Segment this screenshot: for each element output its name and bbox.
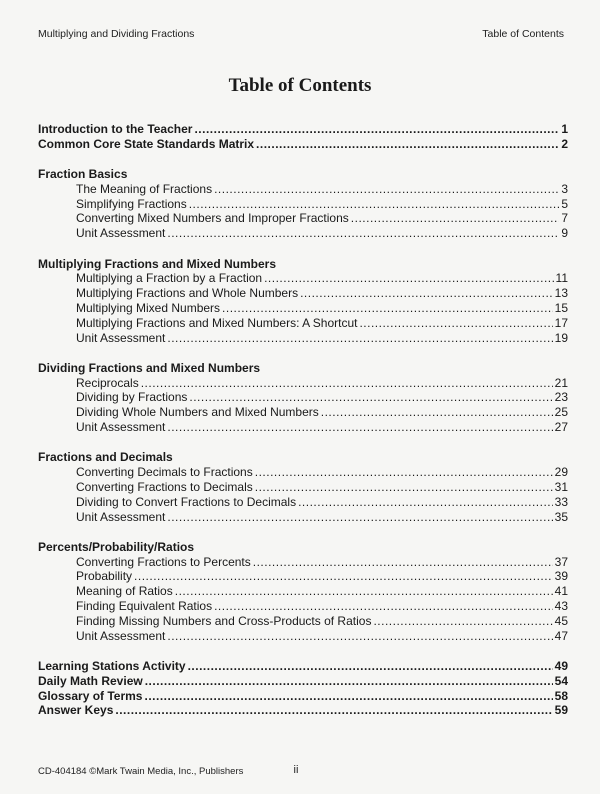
toc-sub-entry	[38, 599, 568, 614]
section-spacer	[38, 345, 568, 361]
toc-entry-page: 29	[554, 465, 568, 480]
dot-leader	[256, 137, 559, 152]
toc-entry-page: 59	[554, 703, 568, 718]
dot-leader	[373, 614, 552, 629]
toc-entry-page: 5	[561, 196, 568, 211]
section-spacer	[38, 643, 568, 659]
toc-entry-page: 54	[554, 673, 568, 688]
section-spacer	[38, 241, 568, 257]
dot-leader	[115, 703, 552, 718]
dot-leader	[214, 599, 553, 614]
dot-leader	[253, 555, 553, 570]
section-spacer	[38, 524, 568, 540]
dot-leader	[255, 465, 553, 480]
dot-leader	[167, 226, 559, 241]
toc-sub-entry	[38, 197, 568, 212]
dot-leader	[188, 659, 553, 674]
toc-sub-entry	[38, 584, 568, 599]
toc-entry-page: 37	[554, 554, 568, 569]
toc-section-heading: Dividing Fractions and Mixed Numbers	[38, 360, 261, 375]
dot-leader	[167, 629, 552, 644]
dot-leader	[167, 510, 552, 525]
toc-entry-label: Converting Fractions to Percents	[76, 554, 251, 569]
toc-entry-page: 9	[561, 226, 568, 241]
toc-sub-entry	[38, 301, 568, 316]
toc-entry-page: 45	[554, 613, 568, 628]
toc-entry-label: Common Core State Standards Matrix	[38, 136, 255, 151]
dot-leader	[175, 584, 553, 599]
toc-entry-page: 49	[554, 658, 568, 673]
running-header-right: Table of Contents	[482, 28, 564, 40]
toc-section-heading: Fraction Basics	[38, 167, 128, 182]
toc-main-entry	[38, 689, 568, 704]
dot-leader	[321, 405, 553, 420]
toc-entry-page: 33	[554, 494, 568, 509]
toc-section-heading: Percents/Probability/Ratios	[38, 539, 195, 554]
toc-sub-entry	[38, 286, 568, 301]
toc-entry-label: Probability	[76, 569, 133, 584]
toc-entry-label: Multiplying a Fraction by a Fraction	[76, 271, 263, 286]
toc-sub-entry	[38, 316, 568, 331]
toc-sub-entry	[38, 420, 568, 435]
dot-leader	[351, 211, 560, 226]
toc-entry-page: 17	[554, 315, 568, 330]
section-spacer	[38, 435, 568, 451]
toc-entry-label: Converting Mixed Numbers and Improper Fractions	[76, 211, 349, 226]
toc-main-entry	[38, 703, 568, 718]
toc-entry-label: Dividing to Convert Fractions to Decimals	[76, 494, 297, 509]
dot-leader	[264, 271, 553, 286]
toc-main-entry	[38, 659, 568, 674]
toc-entry-page: 58	[554, 688, 568, 703]
running-header	[38, 28, 564, 40]
toc-sub-entry	[38, 271, 568, 286]
dot-leader	[167, 331, 552, 346]
toc-main-entry	[38, 122, 568, 137]
toc-sub-entry	[38, 569, 568, 584]
section-spacer	[38, 152, 568, 168]
running-header-left: Multiplying and Dividing Fractions	[38, 28, 195, 40]
dot-leader	[300, 286, 553, 301]
toc-sub-entry	[38, 495, 568, 510]
toc-sub-entry	[38, 510, 568, 525]
toc-entry-label: Introduction to the Teacher	[38, 122, 193, 136]
toc-entry-page: 2	[561, 136, 568, 151]
toc-sub-entry	[38, 555, 568, 570]
dot-leader	[189, 197, 560, 212]
toc-entry-page: 35	[554, 509, 568, 524]
toc-entry-label: Finding Missing Numbers and Cross-Products of Ratios	[76, 613, 372, 628]
toc-main-entry	[38, 137, 568, 152]
toc-entry-label: Daily Math Review	[38, 673, 143, 688]
toc-entry-page: 23	[554, 390, 568, 405]
publisher-footer: CD-404184 ©Mark Twain Media, Inc., Publishers	[38, 766, 244, 777]
toc-entry-page: 13	[554, 286, 568, 301]
toc-entry-page: 31	[554, 479, 568, 494]
toc-sub-entry	[38, 376, 568, 391]
toc-entry-page: 19	[554, 330, 568, 345]
toc-entry-label: The Meaning of Fractions	[76, 181, 213, 196]
toc-entry-label: Dividing by Fractions	[76, 390, 188, 405]
toc-sub-entry	[38, 465, 568, 480]
toc-entry-page: 15	[554, 300, 568, 315]
toc-section-heading: Fractions and Decimals	[38, 450, 173, 465]
toc-section-heading: Multiplying Fractions and Mixed Numbers	[38, 256, 277, 271]
toc-entry-page: 27	[554, 420, 568, 435]
toc-entry-page: 47	[554, 628, 568, 643]
toc-entry-label: Learning Stations Activity	[38, 658, 186, 673]
dot-leader	[141, 376, 553, 391]
toc-entry-label: Glossary of Terms	[38, 688, 143, 703]
toc-entry-label: Unit Assessment	[76, 420, 166, 435]
page-number: ii	[293, 764, 299, 776]
toc-entry-page: 3	[561, 181, 568, 196]
dot-leader	[214, 182, 559, 197]
toc-entry-label: Multiplying Fractions and Whole Numbers	[76, 286, 299, 301]
toc-entry-page: 41	[554, 584, 568, 599]
toc-entry-page: 43	[554, 599, 568, 614]
toc-entry-label: Reciprocals	[76, 375, 139, 390]
toc-entry-label: Converting Fractions to Decimals	[76, 479, 253, 494]
toc-sub-entry	[38, 226, 568, 241]
dot-leader	[194, 122, 559, 137]
toc-sub-entry	[38, 614, 568, 629]
dot-leader	[144, 689, 552, 704]
dot-leader	[359, 316, 552, 331]
toc-entry-label: Unit Assessment	[76, 226, 166, 241]
toc-entry-page: 25	[554, 405, 568, 420]
toc-main-entry	[38, 674, 568, 689]
toc-sub-entry	[38, 390, 568, 405]
toc-entry-label: Unit Assessment	[76, 330, 166, 345]
toc-entry-label: Answer Keys	[38, 703, 114, 718]
toc-entry-label: Multiplying Fractions and Mixed Numbers: A Shortcut	[76, 315, 358, 330]
toc-entry-label: Converting Decimals to Fractions	[76, 465, 253, 480]
toc-entry-label: Multiplying Mixed Numbers	[76, 300, 221, 315]
toc-entry-page: 1	[561, 122, 568, 136]
dot-leader	[298, 495, 553, 510]
toc-sub-entry	[38, 211, 568, 226]
toc-entry-label: Unit Assessment	[76, 509, 166, 524]
dot-leader	[255, 480, 553, 495]
table-of-contents	[38, 122, 568, 718]
toc-entry-label: Meaning of Ratios	[76, 584, 173, 599]
toc-entry-label: Simplifying Fractions	[76, 196, 187, 211]
toc-entry-page: 11	[555, 271, 568, 286]
dot-leader	[167, 420, 552, 435]
dot-leader	[189, 390, 552, 405]
toc-sub-entry	[38, 629, 568, 644]
dot-leader	[145, 674, 553, 689]
dot-leader	[222, 301, 553, 316]
toc-sub-entry	[38, 405, 568, 420]
toc-entry-label: Dividing Whole Numbers and Mixed Numbers	[76, 405, 319, 420]
toc-entry-label: Finding Equivalent Ratios	[76, 599, 213, 614]
toc-entry-page: 21	[554, 375, 568, 390]
toc-entry-page: 7	[561, 211, 568, 226]
toc-entry-page: 39	[554, 569, 568, 584]
toc-sub-entry	[38, 480, 568, 495]
toc-entry-label: Unit Assessment	[76, 628, 166, 643]
toc-sub-entry	[38, 331, 568, 346]
dot-leader	[134, 569, 553, 584]
toc-sub-entry	[38, 182, 568, 197]
page-title: Table of Contents	[228, 75, 372, 96]
